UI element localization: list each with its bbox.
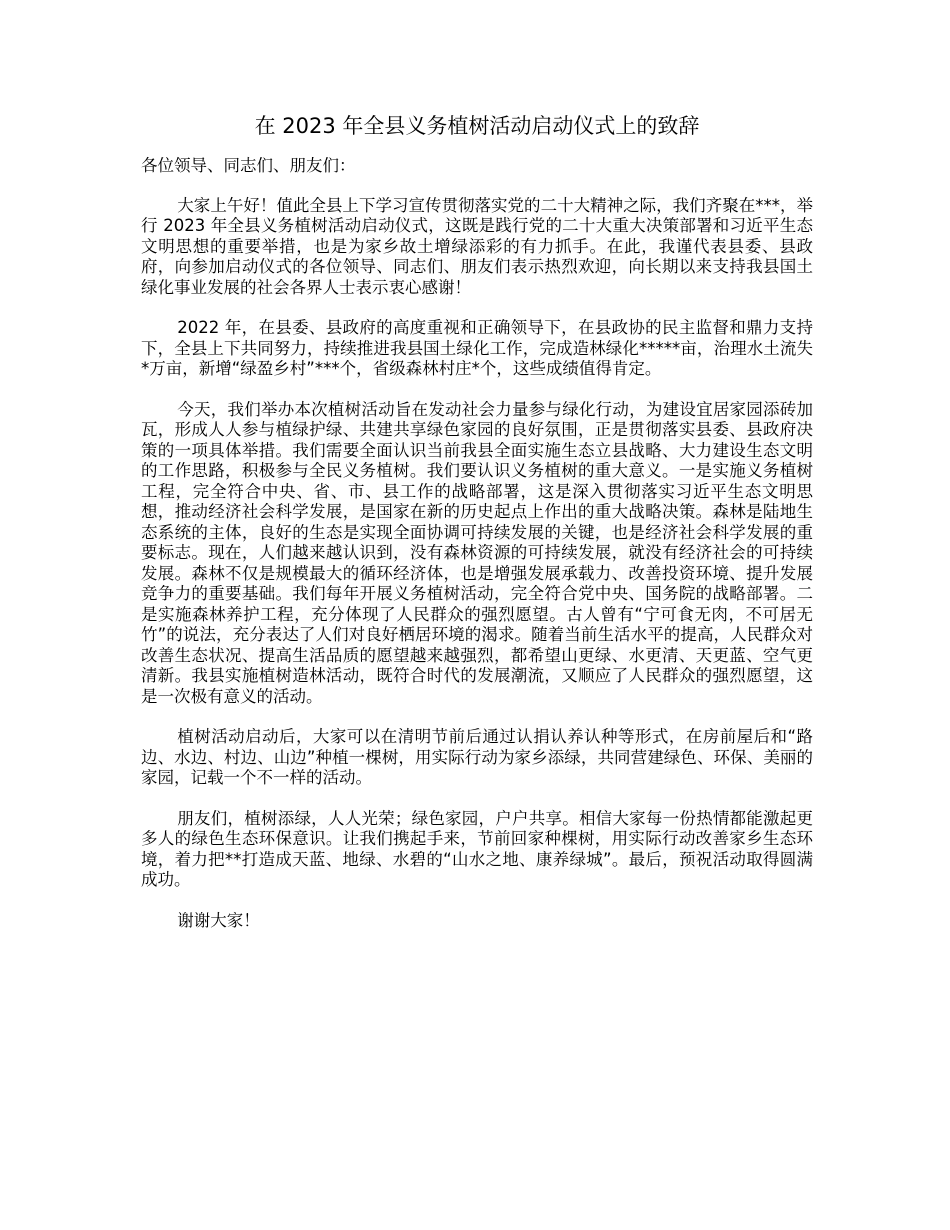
paragraph-significance: 今天，我们举办本次植树活动旨在发动社会力量参与绿化行动，为建设宜居家园添砖加瓦，形成人人参与植绿护绿、共建共享绿色家园的良好氛围，正是贯彻落实县委、县政府决策的一项具体举措。我们需要全面认识当前我县全面实施生态立县战略、大力建设生态文明的工作思路，积极参与全民义务植树。我们要认识义务植树的重大意义。一是实施义务植树工程，完全符合中央、省、市、县工作的战略部署，这是深入贯彻落实习近平生态文明思想，推动经济社会科学发展，是国家在新的历史起点上作出的重大战略决策。森林是陆地生态系统的主体，良好的生态是实现全面协调可持续发展的关键，也是经济社会科学发展的重要标志。现在，人们越来越认识到，没有森林资源的可持续发展，就没有经济社会的可持续发展。森林不仅是规模最大的循环经济体，也是增强发展承载力、改善投资环境、提升发展竞争力的重要基础。我们每年开展义务植树活动，完全符合党中央、国务院的战略部署。二是实施森林养护工程，充分体现了人民群众的强烈愿望。古人曾有“宁可食无肉，不可居无竹”的说法，充分表达了人们对良好栖居环境的渴求。随着当前生活水平的提高，人民群众对改善生态状况、提高生活品质的愿望越来越强烈，都希望山更绿、水更清、天更蓝、空气更清新。我县实施植树造林活动，既符合时代的发展潮流，又顺应了人民群众的强烈愿望，这是一次极有意义的活动。 — [141, 399, 813, 706]
paragraph-closing: 朋友们，植树添绿，人人光荣；绿色家园，户户共享。相信大家每一份热情都能激起更多人的绿色生态环保意识。让我们携起手来，节前回家种棵树，用实际行动改善家乡生态环境，着力把**打造成天蓝、地绿、水碧的“山水之地、康养绿城”。最后，预祝活动取得圆满成功。 — [141, 808, 813, 889]
paragraph-activity: 植树活动启动后，大家可以在清明节前后通过认捐认养认种等形式，在房前屋后和“路边、水边、村边、山边”种植一棵树，用实际行动为家乡添绿，共同营建绿色、环保、美丽的家园，记载一个不一样的活动。 — [141, 727, 813, 787]
paragraph-achievements: 2022 年，在县委、县政府的高度重视和正确领导下，在县政协的民主监督和鼎力支持下，全县上下共同努力，持续推进我县国土绿化工作，完成造林绿化*****亩，治理水土流失*万亩，新增“绿盈乡村”***个，省级森林村庄*个，这些成绩值得肯定。 — [141, 318, 813, 378]
document-page — [141, 108, 813, 951]
paragraph-thanks: 谢谢大家！ — [177, 910, 260, 930]
document-title: 在 2023 年全县义务植树活动启动仪式上的致辞 — [254, 114, 700, 138]
salutation: 各位领导、同志们、朋友们： — [141, 156, 356, 175]
paragraph-greeting: 大家上午好！值此全县上下学习宣传贯彻落实党的二十大精神之际，我们齐聚在***，举行 2023 年全县义务植树活动启动仪式，这既是践行党的二十大重大决策部署和习近平生态文明思想的重要举措，也是为家乡故土增绿添彩的有力抓手。在此，我谨代表县委、县政府，向参加启动仪式的各位领导、同志们、朋友们表示热烈欢迎，向长期以来支持我县国土绿化事业发展的社会各界人士表示衷心感谢！ — [141, 195, 813, 297]
